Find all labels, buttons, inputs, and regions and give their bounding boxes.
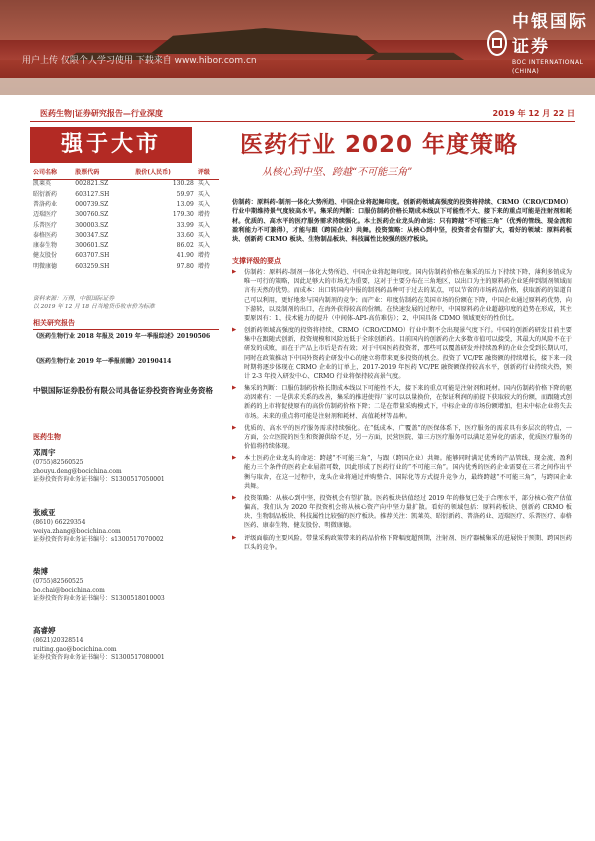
table-row	[33, 252, 219, 262]
page-subtitle: 从核心到中坚、跨越“不可能三角”	[262, 167, 413, 178]
analyst-name: 柴博	[33, 567, 48, 576]
company-statement: 中银国际证券股份有限公司具备证券投资咨询业务资格	[33, 386, 213, 395]
list-item: ▶ 集采的判断：口服仿制药价格长期成本线以下可能性不大，接下来的重点可能是注射剂和耗材。国内仿制药价格下降的驱动因素有：一是供求关系的改善，集采的推进使得厂家可以以量换价，在保证利润的前提下获取较大的份额，而跟随式创新药的上市将促使原有的高价仿制药价格下降；二是在带量采购模式下，中标企业的市场份额增加，但未中标企业将失去市场。未来的重点将可能是注射剂和耗材、高值耗材等品种。	[232, 384, 572, 421]
cell-price: 130.28	[172, 180, 194, 188]
cell-price: 33.60	[176, 231, 194, 239]
watermark: 用户上传 仅限个人学习使用 下载来自 www.hibor.com.cn	[22, 56, 257, 66]
related-report-1[interactable]: 《医药生物行业 2018 年报及 2019 年一季报综述》20190506	[33, 333, 211, 340]
cell-company: 康泰生物	[33, 242, 58, 250]
banner-ground	[0, 78, 595, 95]
cell-price: 13.09	[176, 201, 194, 209]
col-company: 公司名称	[33, 168, 75, 179]
analyst-email[interactable]: bo.chai@bocichina.com	[33, 586, 105, 594]
cell-rating: 买入	[197, 221, 210, 229]
report-date: 2019 年 12 月 22 日	[492, 109, 575, 118]
list-item: ▶ 创新药领域高强度的投资将持续、CRMO（CRO/CDMO）行业中期不会出现景气度下行。中国的创新药研发目前主要集中在跟随式创新，投资规模和风险远低于全球创新药。目前国内的创新药企大多数市值可以接受，其最大的风险不在于研发的成败，而在于产品上市后是否有效；对于中国医药投资者，那些可以覆盖研发并持续盈利的企业会受到长期认可，同时在政策推动下中国外资药企研发中心的建立将带来更多投资的机会。投资了 VC/PE 融资额的持续增长，接下来一段时期将逐步体现在 CRMO 企业的订单上，2017-2019 年医药 VC/PE 融资额保持较高水平，创新药行业持续火热，预计 2-3 年投入研发中心、CRMO 行业将保持较高景气度。	[232, 326, 572, 381]
analyst-phone: (0755)82560525	[33, 577, 84, 585]
brand-logo	[487, 10, 595, 77]
cell-company: 健友股份	[33, 252, 58, 260]
report-category: 医药生物|证券研究报告—行业深度	[40, 109, 163, 118]
report-category-bar	[30, 108, 575, 122]
summary-text: 仿制药：原料药-制剂一体化大势所趋、中国企业将起舞印度。创新药领域高强度的投资将持续、CRMO（CRO/CDMO）行业中期维持景气度较高水平。集采的判断：口服仿制药价格长期成本线以下可能性不大、接下来的重点可能是注射剂和耗材。优质的、高水平的医疗服务需求持续强化。本土医药企业龙头的命运：只有跨越“不可能三角”（优秀的管线、现金流和盈利能力不可兼得），才能与跟（跨国企业）共舞。投资策略：从核心到中坚，投资者会有望扩大，看好的领域：原料药板块、创新药 CRMO 板块、生物制品板块、科技属性比较强的医疗板块。	[232, 199, 572, 244]
cell-code: 603259.SH	[75, 262, 110, 270]
analysts-title: 医药生物	[33, 433, 61, 441]
analyst-phone: (8610) 66229354	[33, 518, 86, 526]
analyst-card	[33, 508, 219, 545]
table-row	[33, 211, 219, 221]
analyst-phone: (8621)20328514	[33, 636, 84, 644]
table-row	[33, 221, 219, 231]
cell-code: 000739.SZ	[75, 201, 109, 209]
rating-badge: 强于大市	[30, 127, 192, 163]
analyst-cert: 证券投资咨询业务证书编号：S1300518010003	[33, 595, 165, 603]
cell-company: 普洛药业	[33, 201, 58, 209]
rating-points-list	[232, 268, 572, 555]
table-row	[33, 241, 219, 251]
table-row	[33, 179, 219, 190]
analyst-cert: 证券投资咨询业务证书编号：s1300517070002	[33, 536, 164, 544]
stock-table	[33, 168, 219, 272]
cell-company: 乐普医疗	[33, 221, 58, 229]
cell-rating: 增持	[197, 262, 210, 270]
list-item: ▶ 评级面临的主要风险。带量采购政策带来的药品价格下降幅度超预期，注射剂、医疗器械集采的进展快于预期、跨国医药巨头的竞争。	[232, 534, 572, 552]
table-basis: 以 2019 年 12 月 18 日当地货币收市价为标准	[33, 304, 155, 311]
analyst-card	[33, 448, 219, 485]
cell-price: 86.02	[176, 242, 194, 250]
summary-paragraph	[232, 198, 572, 244]
cell-rating: 买入	[197, 180, 210, 188]
cell-code: 002821.SZ	[75, 180, 109, 188]
list-item: ▶ 本土医药企业龙头的命运：跨越“不可能三角”，与跟（跨国企业）共舞。能够同时满足优秀的产品管线、现金流、盈利能力三个条件的医药企业屈指可数，因此形成了医药行业的“不可能三角”。国内优秀的医药企业需要在三者之间作出平衡与取舍，在这一过程中，龙头企业将通过并购整合、国际化等方式提升竞争力，最终跨越“不可能三角”，与跨国企业共舞。	[232, 454, 572, 491]
table-row	[33, 231, 219, 241]
cell-rating: 增持	[197, 211, 210, 219]
table-row	[33, 200, 219, 210]
cell-rating: 买入	[197, 242, 210, 250]
boc-logo-icon	[487, 30, 507, 56]
table-row	[33, 190, 219, 200]
related-divider	[33, 329, 219, 330]
cell-rating: 买入	[197, 190, 210, 198]
header-banner	[0, 0, 595, 95]
analyst-email[interactable]: zhouyu.deng@bocichina.com	[33, 467, 122, 475]
page-title: 医药行业 2020 年度策略	[240, 132, 519, 158]
table-note	[33, 295, 219, 312]
table-source: 资料来源：万得，中银国际证券	[33, 296, 115, 302]
cell-price: 33.99	[176, 221, 194, 229]
list-item: ▶ 优质的、高水平的医疗服务需求持续强化。在“低成本、广覆盖”的医保体系下，医疗服务的需求具有多层次的特点，一方面，公立医院的医生和资源供给不足，另一方面，民营医院、第三方医疗服务可以满足差异化的需求，优质医疗服务的价值将持续体现。	[232, 424, 572, 452]
cell-code: 603707.SH	[75, 252, 110, 260]
cell-rating: 买入	[197, 201, 210, 209]
cell-rating: 买入	[197, 231, 210, 239]
points-title: 支撑评级的要点	[232, 257, 281, 265]
analyst-card	[33, 626, 219, 663]
list-item: ▶ 投资策略：从核心到中坚，投资机会有望扩散。医药板块估值经过 2019 年的修复已处于合理水平，部分核心资产估值偏高，我们认为 2020 年投资机会将从核心资产向中坚力量扩散。看好的领域包括：原料药板块、创新药 CRMO 板块、生物制品板块、科技属性比较强的医疗板块。推荐关注：凯莱英、昭衍新药、普洛药业、迈瑞医疗、乐普医疗、泰格医药、康泰生物、健友股份、明微康德。	[232, 494, 572, 531]
brand-name-cn: 中银国际证券	[512, 12, 589, 57]
col-code: 股票代码	[75, 168, 135, 179]
brand-name-en: BOC INTERNATIONAL (CHINA)	[512, 59, 584, 75]
cell-price: 179.30	[172, 211, 194, 219]
cell-company: 昭衍新药	[33, 190, 58, 198]
cell-code: 603127.SH	[75, 190, 110, 198]
cell-code: 300347.SZ	[75, 231, 109, 239]
cell-company: 凯莱英	[33, 180, 52, 188]
table-row	[33, 262, 219, 272]
col-price: 股价(人民币)	[135, 168, 197, 179]
cell-rating: 增持	[197, 252, 210, 260]
analyst-card	[33, 567, 219, 604]
col-rating: 评级	[198, 168, 219, 179]
cell-code: 300003.SZ	[75, 221, 109, 229]
analyst-cert: 证券投资咨询业务证书编号：S1300517080001	[33, 654, 165, 662]
analyst-name: 邓周宇	[33, 448, 56, 457]
stock-table-header	[33, 168, 219, 179]
cell-company: 迈瑞医疗	[33, 211, 58, 219]
cell-price: 97.80	[176, 262, 194, 270]
analyst-name: 张威亚	[33, 508, 56, 517]
related-report-2[interactable]: 《医药生物行业 2019 年一季报前瞻》20190414	[33, 358, 172, 365]
cell-price: 41.90	[176, 252, 194, 260]
cell-price: 59.97	[176, 190, 194, 198]
analyst-name: 高睿婷	[33, 626, 56, 635]
analyst-cert: 证券投资咨询业务证书编号：S1300517050001	[33, 476, 165, 484]
analyst-email[interactable]: weiya.zhang@bocichina.com	[33, 527, 121, 535]
analyst-email[interactable]: ruiting.gao@bocichina.com	[33, 645, 117, 653]
cell-company: 明微康德	[33, 262, 58, 270]
related-title: 相关研究报告	[33, 319, 75, 327]
cell-code: 300601.SZ	[75, 242, 109, 250]
analyst-phone: (0755)82560525	[33, 458, 84, 466]
cell-code: 300760.SZ	[75, 211, 109, 219]
list-item: ▶ 仿制药：原料药-制剂一体化大势所趋、中国企业将起舞印度。国内仿制药价格在集采的压力下持续下降，薄利多销成为唯一可行的策略，因此足够大的市场尤为重要，这对于主要分布在三角地区，以出口为主的原料药企业延伸到制剂领域而言有天然的优势。而成本：出口转国内中报的制剂药品种可于过去的某点，可以节省的市场药品价格，获取新药的渠道自己可以利用，更好地参与国内制剂的竞争；而产业：印度仿制药在美国市场的份额在下降，中国企业通过原料药优势，向下游转，以及制剂的出口，在海外获得较高的份额。在快速发展的过程中，中国原料药企业超越印度的趋势在形成，其主要原因有：1、技术能力的提升（中间体-API-高仿难仿）；2、中国具备 CDMO 领域更好的性价比。	[232, 268, 572, 323]
cell-company: 泰格医药	[33, 231, 58, 239]
